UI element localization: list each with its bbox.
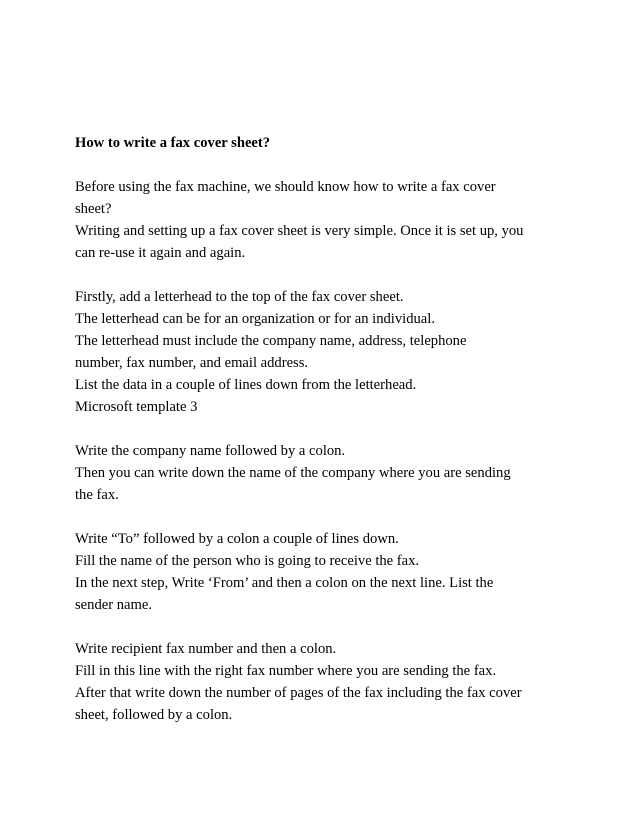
text-line: sheet? (75, 201, 112, 217)
text-line: Before using the fax machine, we should know how to write a fax cover (75, 179, 496, 195)
text-line: Write recipient fax number and then a colon. (75, 641, 337, 657)
text-line: Then you can write down the name of the company where you are sending (75, 465, 511, 481)
paragraph-company (75, 440, 575, 506)
spacer (75, 418, 575, 440)
text-line: In the next step, Write ‘From’ and then a colon on the next line. List the (75, 575, 494, 591)
text-line: After that write down the number of pages of the fax including the fax cover (75, 685, 522, 701)
document-title: How to write a fax cover sheet? (75, 135, 271, 151)
text-line: Fill in this line with the right fax number where you are sending the fax. (75, 663, 497, 679)
text-line: List the data in a couple of lines down from the letterhead. (75, 377, 417, 393)
text-line: Microsoft template 3 (75, 399, 198, 415)
spacer (75, 154, 575, 176)
text-line: sender name. (75, 597, 152, 613)
spacer (75, 506, 575, 528)
spacer (75, 616, 575, 638)
text-line: sheet, followed by a colon. (75, 707, 233, 723)
text-line: Fill the name of the person who is going to receive the fax. (75, 553, 420, 569)
text-line: Write “To” followed by a colon a couple of lines down. (75, 531, 399, 547)
spacer (75, 264, 575, 286)
paragraph-letterhead (75, 286, 575, 418)
paragraph-intro (75, 176, 575, 264)
text-line: The letterhead must include the company name, address, telephone (75, 333, 467, 349)
paragraph-to-from (75, 528, 575, 616)
text-line: can re-use it again and again. (75, 245, 246, 261)
text-line: Writing and setting up a fax cover sheet is very simple. Once it is set up, you (75, 223, 524, 239)
text-line: Write the company name followed by a colon. (75, 443, 346, 459)
text-line: The letterhead can be for an organization or for an individual. (75, 311, 435, 327)
paragraph-fax-number (75, 638, 575, 726)
text-line: Firstly, add a letterhead to the top of the fax cover sheet. (75, 289, 404, 305)
text-line: the fax. (75, 487, 119, 503)
text-line: number, fax number, and email address. (75, 355, 309, 371)
document-body (75, 132, 575, 726)
